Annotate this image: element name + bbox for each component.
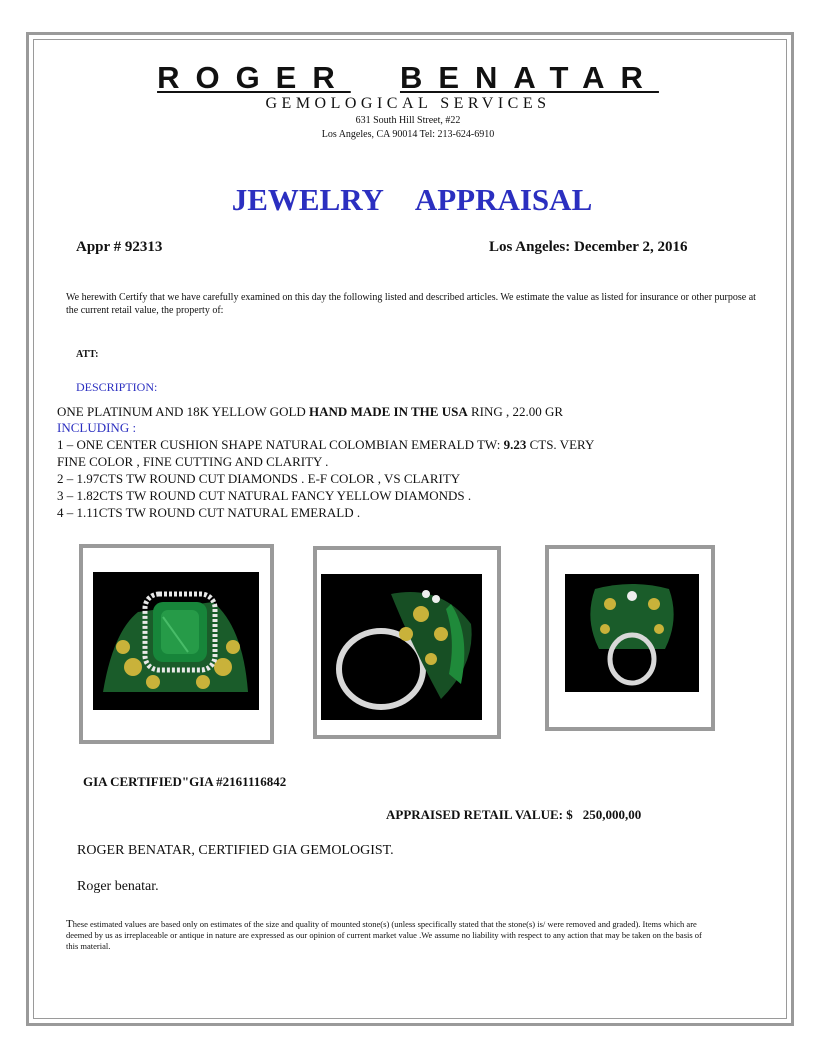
handmade-text: HAND MADE IN THE USA	[309, 404, 468, 419]
ring-side-image	[321, 574, 482, 720]
including-label: INCLUDING :	[57, 420, 137, 435]
address-line-1: 631 South Hill Street, #22	[355, 115, 461, 126]
photo-frame-2	[313, 546, 501, 739]
photo-frame-1	[79, 544, 274, 744]
description-text: CTS. VERY	[526, 437, 595, 452]
brand-first: ROGER	[157, 60, 351, 95]
brand-last: BENATAR	[399, 60, 659, 95]
signature: Roger benatar.	[77, 879, 159, 894]
gia-certificate: GIA CERTIFIED"GIA #2161116842	[83, 774, 287, 789]
value-label: APPRAISED RETAIL VALUE: $	[386, 807, 573, 822]
description-item-1-cont: FINE COLOR , FINE CUTTING AND CLARITY .	[57, 454, 329, 469]
description-item-4: 4 – 1.11CTS TW ROUND CUT NATURAL EMERALD .	[57, 505, 361, 520]
address-line-2: Los Angeles, CA 90014 Tel: 213-624-6910	[321, 129, 495, 140]
description-text: RING , 22.00 GR	[467, 404, 564, 419]
description-item-3: 3 – 1.82CTS TW ROUND CUT NATURAL FANCY YELLOW DIAMONDS .	[57, 488, 472, 503]
company-logo-text	[0, 60, 816, 96]
company-subtitle: GEMOLOGICAL SERVICES	[265, 95, 551, 112]
disclaimer-initial: T	[66, 918, 73, 930]
appraised-value	[386, 807, 641, 823]
ring-photo-side	[321, 574, 482, 720]
disclaimer	[66, 919, 706, 952]
att-label: ATT:	[76, 349, 99, 360]
ring-photo-back	[565, 574, 699, 692]
appraisal-number: Appr # 92313	[76, 239, 163, 255]
description-line-1	[57, 404, 563, 420]
description-item-2: 2 – 1.97CTS TW ROUND CUT DIAMONDS . E-F COLOR , VS CLARITY	[57, 471, 461, 486]
description-item-1	[57, 437, 594, 453]
value-amount: 250,000,00	[582, 807, 642, 822]
location-date: Los Angeles: December 2, 2016	[489, 239, 688, 255]
document-title: JEWELRY APPRAISAL	[231, 182, 593, 217]
description-text: ONE PLATINUM AND 18K YELLOW GOLD	[57, 404, 310, 419]
description-text: 1 – ONE CENTER CUSHION SHAPE NATURAL COLOMBIAN EMERALD TW:	[57, 437, 504, 452]
gemologist-name: ROGER BENATAR, CERTIFIED GIA GEMOLOGIST.	[77, 843, 394, 858]
certification-statement: We herewith Certify that we have carefully examined on this day the following listed and described articles. We estimate the value as listed for insurance or other purpose at the current retail value, the property of:	[66, 292, 756, 316]
ring-front-image	[93, 572, 259, 710]
photo-frame-3	[545, 545, 715, 731]
ring-back-image	[565, 574, 699, 692]
description-label: DESCRIPTION:	[76, 380, 158, 394]
disclaimer-text: hese estimated values are based only on estimates of the size and quality of mounted stone(s) (unless specifically stated that the stone(s) is/ were removed and graded). Items which are deemed by us as irreplaceable or antique in nature are expressed as our opinion of current market value .We assume no liability with respect to any action that may be taken on the basis of this material.	[66, 919, 702, 951]
emerald-carat: 9.23	[503, 437, 527, 452]
ring-photo-front	[93, 572, 259, 710]
